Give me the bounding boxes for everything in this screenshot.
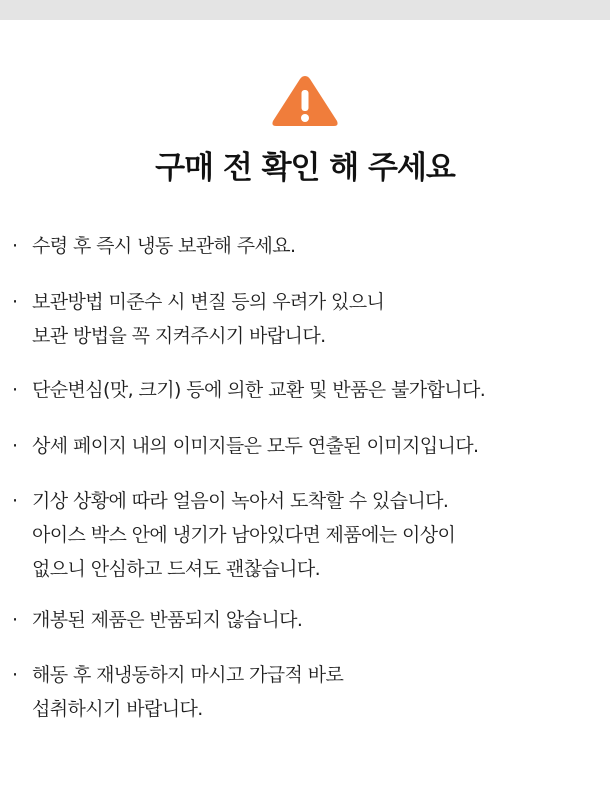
notice-item: [0, 603, 610, 637]
notice-text: 보관 방법을 꼭 지켜주시기 바랍니다.: [32, 325, 326, 347]
bullet: ·: [12, 435, 18, 457]
warning-exclamation-dot: [301, 114, 309, 122]
notice-item: [0, 285, 610, 353]
notice-text: 단순변심(맛, 크기) 등에 의한 교환 및 반품은 불가합니다.: [32, 379, 486, 401]
bullet: ·: [12, 609, 18, 631]
notice-item: [0, 658, 610, 726]
bullet: ·: [12, 235, 18, 257]
notice-text: 상세 페이지 내의 이미지들은 모두 연출된 이미지입니다.: [32, 435, 479, 457]
notice-item: [0, 429, 610, 463]
notice-text: 없으니 안심하고 드셔도 괜찮습니다.: [32, 558, 321, 580]
notice-text: 수령 후 즉시 냉동 보관해 주세요.: [32, 235, 296, 257]
warning-exclamation-bar: [302, 90, 309, 111]
warning-icon: [270, 74, 340, 128]
bullet: ·: [12, 291, 18, 313]
notice-text: 섭취하시기 바랍니다.: [32, 698, 203, 720]
page-title: 구매 전 확인 해 주세요: [155, 150, 455, 186]
notice-item: [0, 484, 610, 586]
notice-text: 아이스 박스 안에 냉기가 남아있다면 제품에는 이상이: [32, 524, 456, 546]
notice-text: 개봉된 제품은 반품되지 않습니다.: [32, 609, 303, 631]
bullet: ·: [12, 664, 18, 686]
notice-text: 보관방법 미준수 시 변질 등의 우려가 있으니: [32, 291, 385, 313]
notice-text: 기상 상황에 따라 얼음이 녹아서 도착할 수 있습니다.: [32, 490, 449, 512]
bullet: ·: [12, 379, 18, 401]
top-bar: [0, 0, 610, 20]
notice-text: 해동 후 재냉동하지 마시고 가급적 바로: [32, 664, 344, 686]
bullet: ·: [12, 490, 18, 512]
notice-item: [0, 229, 610, 263]
notice-item: [0, 373, 610, 407]
